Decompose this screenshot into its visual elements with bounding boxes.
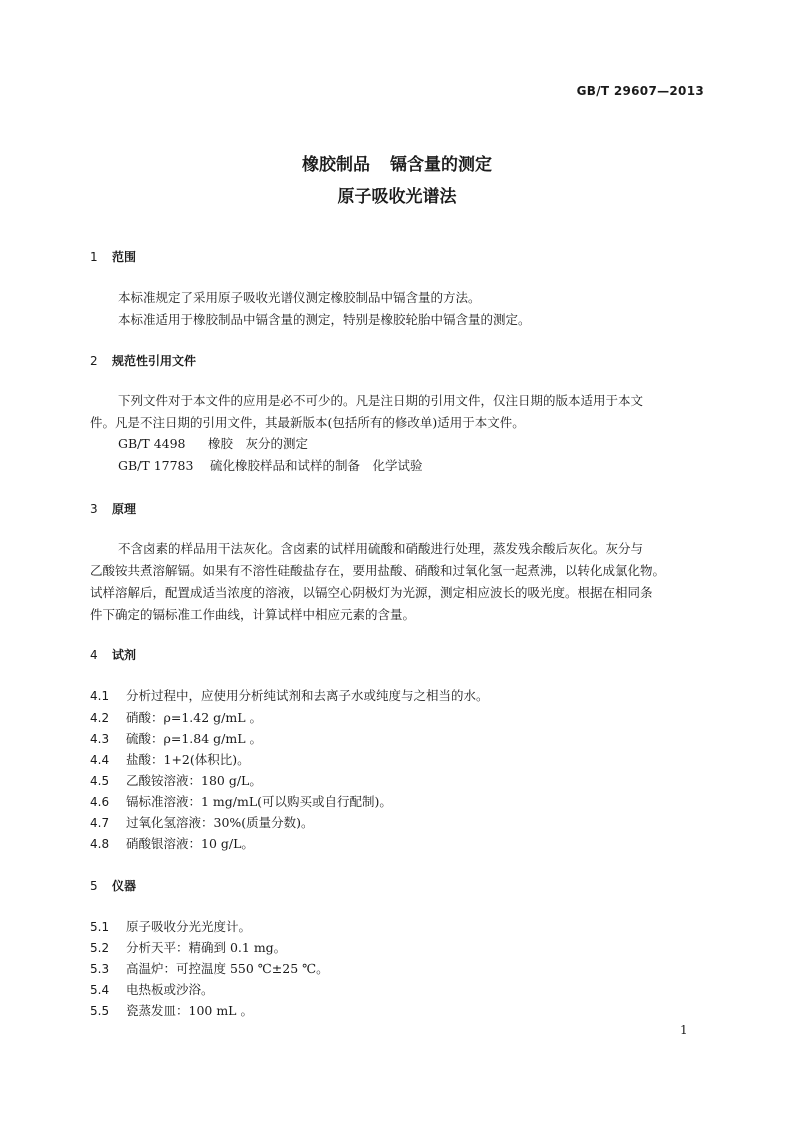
paragraph-line: 试样溶解后，配置成适当浓度的溶液，以镉空心阴极灯为光源，测定相应波长的吸光度。根据在相同条 [90, 585, 653, 600]
section-heading-normative-references [90, 352, 196, 369]
reagent-item [90, 729, 262, 747]
document-title-line2: 原子吸收光谱法 [337, 187, 457, 207]
reference-name: 硫化橡胶样品和试样的制备 化学试验 [210, 458, 423, 473]
item-number: 4.3 [90, 732, 110, 746]
reagent-item [90, 708, 262, 726]
section-title: 试剂 [112, 648, 137, 662]
section-heading-scope [90, 248, 136, 265]
item-number: 5.2 [90, 941, 110, 955]
item-number: 5.4 [90, 983, 110, 997]
reference-code: GB/T 4498 [118, 436, 186, 451]
section-number: 2 [90, 354, 98, 368]
section-number: 3 [90, 502, 98, 516]
paragraph-line: 乙酸铵共煮溶解镉。如果有不溶性硅酸盐存在，要用盐酸、硝酸和过氧化氢一起煮沸，以转化成氯化物。 [90, 563, 666, 578]
reference-code: GB/T 17783 [118, 458, 194, 473]
apparatus-item [90, 917, 251, 935]
item-text: 分析天平：精确到 0.1 mg。 [126, 940, 287, 955]
reagent-item [90, 792, 392, 810]
item-number: 5.5 [90, 1004, 110, 1018]
item-text: 硝酸：ρ=1.42 g/mL 。 [126, 710, 262, 725]
reagent-item [90, 834, 254, 852]
apparatus-item [90, 938, 286, 956]
item-text: 盐酸：1+2(体积比)。 [126, 752, 250, 767]
item-text: 硫酸：ρ=1.84 g/mL 。 [126, 731, 262, 746]
section-body-normative-references [90, 390, 706, 434]
paragraph-line: 不含卤素的样品用干法灰化。含卤素的试样用硫酸和硝酸进行处理，蒸发残余酸后灰化。灰分与 [118, 541, 644, 556]
paragraph-line: 件下确定的镉标准工作曲线，计算试样中相应元素的含量。 [90, 607, 416, 622]
section-title: 规范性引用文件 [112, 354, 197, 368]
section-number: 4 [90, 648, 98, 662]
item-number: 4.1 [90, 689, 110, 703]
section-title: 范围 [112, 250, 137, 264]
item-text: 乙酸铵溶液：180 g/L。 [126, 773, 262, 788]
item-text: 原子吸收分光光度计。 [126, 919, 252, 934]
reagent-item [90, 686, 489, 704]
reference-item [118, 456, 423, 474]
item-number: 4.8 [90, 837, 110, 851]
reagent-item [90, 750, 250, 768]
apparatus-item [90, 959, 329, 977]
reagent-item [90, 771, 262, 789]
item-number: 4.7 [90, 816, 110, 830]
reference-name: 橡胶 灰分的测定 [208, 436, 309, 451]
paragraph-line: 本标准规定了采用原子吸收光谱仪测定橡胶制品中镉含量的方法。 [118, 290, 481, 305]
section-heading-apparatus [90, 877, 136, 894]
section-heading-reagents [90, 646, 136, 663]
standard-code: GB/T 29607—2013 [576, 84, 704, 98]
item-text: 镉标准溶液：1 mg/mL(可以购买或自行配制)。 [126, 794, 392, 809]
paragraph-line: 本标准适用于橡胶制品中镉含量的测定，特别是橡胶轮胎中镉含量的测定。 [118, 312, 531, 327]
section-heading-principle [90, 500, 136, 517]
section-number: 5 [90, 879, 98, 893]
item-number: 4.4 [90, 753, 110, 767]
item-number: 4.6 [90, 795, 110, 809]
page-number: 1 [680, 1023, 688, 1037]
paragraph-line: 件。凡是不注日期的引用文件，其最新版本(包括所有的修改单)适用于本文件。 [90, 415, 525, 430]
section-title: 仪器 [112, 879, 137, 893]
item-number: 5.3 [90, 962, 110, 976]
item-number: 4.2 [90, 711, 110, 725]
section-number: 1 [90, 250, 98, 264]
item-number: 4.5 [90, 774, 110, 788]
apparatus-item [90, 1001, 253, 1019]
item-number: 5.1 [90, 920, 110, 934]
section-body-principle [90, 538, 706, 626]
item-text: 高温炉：可控温度 550 ℃±25 ℃。 [126, 961, 329, 976]
item-text: 分析过程中，应使用分析纯试剂和去离子水或纯度与之相当的水。 [126, 688, 489, 703]
item-text: 电热板或沙浴。 [126, 982, 214, 997]
reference-item [118, 434, 308, 452]
section-title: 原理 [112, 502, 137, 516]
paragraph-line: 下列文件对于本文件的应用是必不可少的。凡是注日期的引用文件，仅注日期的版本适用于本文 [118, 393, 644, 408]
section-body-scope [90, 287, 706, 331]
item-text: 硝酸银溶液：10 g/L。 [126, 836, 254, 851]
title-part-a: 橡胶制品 [302, 155, 370, 175]
item-text: 过氧化氢溶液：30%(质量分数)。 [126, 815, 314, 830]
document-title-line1 [0, 150, 794, 175]
title-part-b: 镉含量的测定 [390, 155, 492, 175]
apparatus-item [90, 980, 214, 998]
item-text: 瓷蒸发皿：100 mL 。 [126, 1003, 253, 1018]
reagent-item [90, 813, 314, 831]
